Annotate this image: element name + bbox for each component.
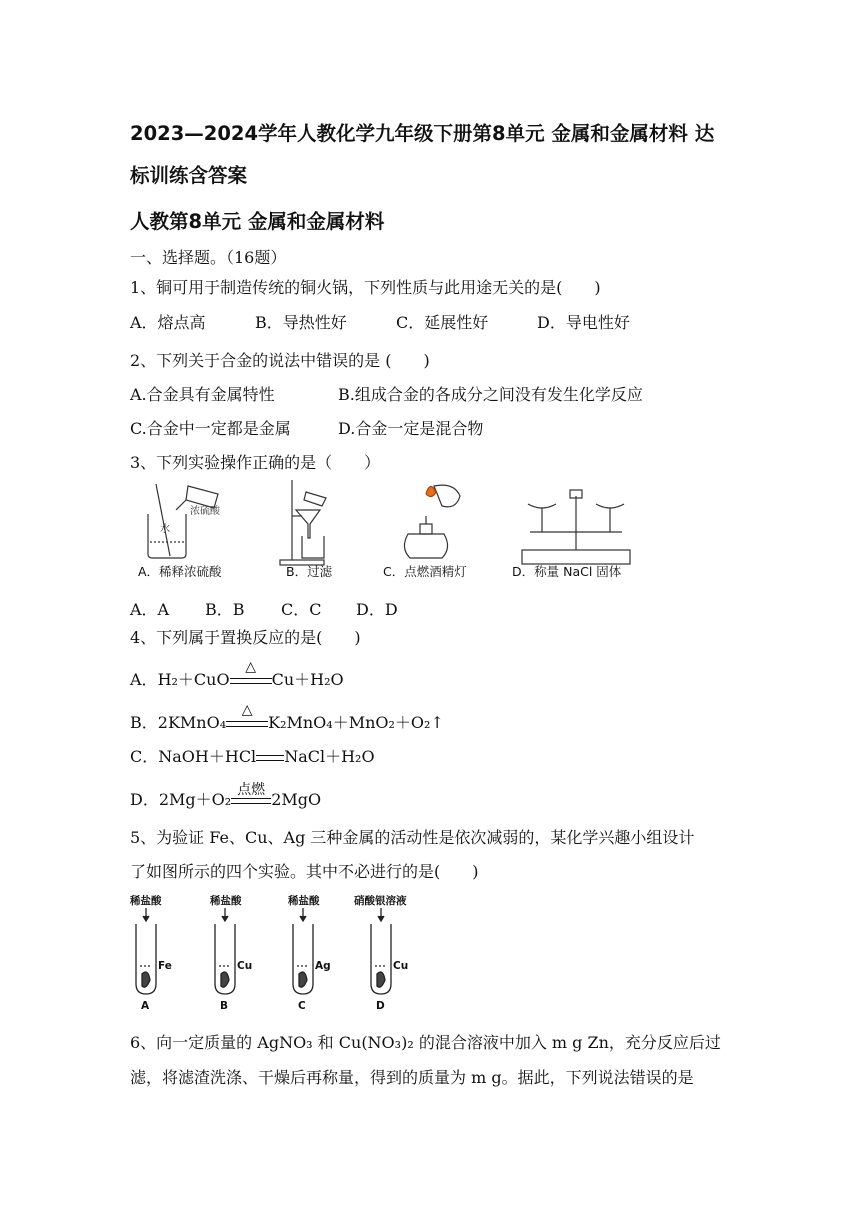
q3-caption-c: C．点燃酒精灯 — [383, 564, 467, 579]
eq-a-right: Cu＋H₂O — [271, 670, 344, 689]
doc-subtitle: 人教第8单元 金属和金属材料 — [130, 210, 385, 233]
q4-option-a — [130, 658, 344, 690]
q6-stem-line2: 滤，将滤渣洗涤、干燥后再称量，得到的质量为 m g。据此，下列说法错误的是 — [130, 1068, 694, 1087]
tube-a-reagent: 稀盐酸 — [130, 895, 162, 907]
q3-caption-b: B．过滤 — [286, 564, 333, 579]
eq-b-condition: △ — [241, 701, 253, 718]
tube-a-metal: Fe — [158, 960, 172, 972]
balance-icon — [522, 490, 630, 564]
q2-option-b: B.组成合金的各成分之间没有发生化学反应 — [338, 385, 643, 404]
beaker-icon — [148, 484, 218, 558]
eq-c-right: NaCl＋H₂O — [284, 747, 375, 766]
eq-c-prefix: C． — [130, 747, 159, 766]
test-tube-icon — [293, 924, 313, 994]
q2-option-c: C.合金中一定都是金属 — [130, 419, 291, 438]
tube-b-metal: Cu — [237, 960, 253, 972]
q3-option-a: A．A — [130, 600, 170, 619]
eq-a-left: H₂＋CuO — [157, 670, 230, 689]
alcohol-lamp-icon — [404, 485, 460, 558]
q1-option-a: A．熔点高 — [130, 313, 206, 332]
q3-stem: 3、下列实验操作正确的是（ ） — [130, 453, 381, 472]
eq-d-right: 2MgO — [271, 790, 322, 809]
q3-caption-d: D．称量 NaCl 固体 — [512, 564, 622, 579]
eq-d-condition: 点燃 — [237, 781, 266, 798]
eq-b-prefix: B． — [130, 713, 158, 732]
q5-stem-line2: 了如图所示的四个实验。其中不必进行的是( ) — [130, 862, 479, 881]
eq-c-left: NaOH＋HCl — [158, 747, 257, 766]
q4-option-b — [130, 701, 444, 733]
doc-title-line1: 2023—2024学年人教化学九年级下册第8单元 金属和金属材料 达 — [130, 122, 715, 145]
tube-a-label: A — [141, 1000, 150, 1012]
label-water: 水 — [160, 524, 170, 535]
test-tube-icon — [136, 924, 156, 994]
q1-stem: 1、铜可用于制造传统的铜火锅，下列性质与此用途无关的是( ) — [130, 278, 601, 297]
q3-caption-a: A．稀释浓硫酸 — [138, 564, 222, 579]
q3-option-b: B．B — [205, 600, 245, 619]
q3-option-d: D．D — [356, 600, 398, 619]
test-tube-icon — [215, 924, 235, 994]
eq-a-prefix: A． — [130, 670, 158, 689]
tube-b-label: B — [220, 1000, 229, 1012]
q1-option-c: C．延展性好 — [396, 313, 489, 332]
q3-option-c: C．C — [281, 600, 322, 619]
eq-d-left: 2Mg＋O₂ — [158, 790, 232, 809]
tube-d-metal: Cu — [393, 960, 409, 972]
tube-c-metal: Ag — [315, 960, 331, 972]
tube-d-reagent: 硝酸银溶液 — [354, 895, 407, 907]
q1-option-d: D．导电性好 — [537, 313, 630, 332]
test-tube-icon — [371, 924, 391, 994]
q1-option-b: B．导热性好 — [255, 313, 347, 332]
q5-test-tubes-figure — [128, 906, 428, 1000]
q2-option-a: A.合金具有金属特性 — [130, 385, 275, 404]
tube-c-label: C — [298, 1000, 306, 1012]
tube-d-label: D — [376, 1000, 385, 1012]
tube-b-reagent: 稀盐酸 — [210, 895, 242, 907]
q4-stem: 4、下列属于置换反应的是( ) — [130, 628, 361, 647]
funnel-icon — [280, 480, 326, 565]
eq-a-condition: △ — [245, 658, 256, 675]
q2-stem: 2、下列关于合金的说法中错误的是 ( ) — [130, 351, 430, 370]
eq-d-prefix: D． — [130, 790, 159, 809]
eq-b-left: 2KMnO₄ — [157, 713, 227, 732]
q2-option-d: D.合金一定是混合物 — [338, 419, 484, 438]
doc-title-line2: 标训练含答案 — [130, 164, 248, 187]
q4-option-d — [130, 781, 322, 810]
eq-b-right: K₂MnO₄＋MnO₂＋O₂↑ — [268, 713, 444, 732]
section-heading: 一、选择题。（16题） — [130, 248, 287, 267]
label-conc-acid: 浓硫酸 — [190, 506, 220, 517]
q4-option-c — [130, 744, 375, 767]
q5-stem-line1: 5、为验证 Fe、Cu、Ag 三种金属的活动性是依次减弱的，某化学兴趣小组设计 — [130, 828, 695, 847]
q6-stem-line1: 6、向一定质量的 AgNO₃ 和 Cu(NO₃)₂ 的混合溶液中加入 m g Zn，充分反应后过 — [130, 1033, 721, 1052]
tube-c-reagent: 稀盐酸 — [288, 895, 320, 907]
